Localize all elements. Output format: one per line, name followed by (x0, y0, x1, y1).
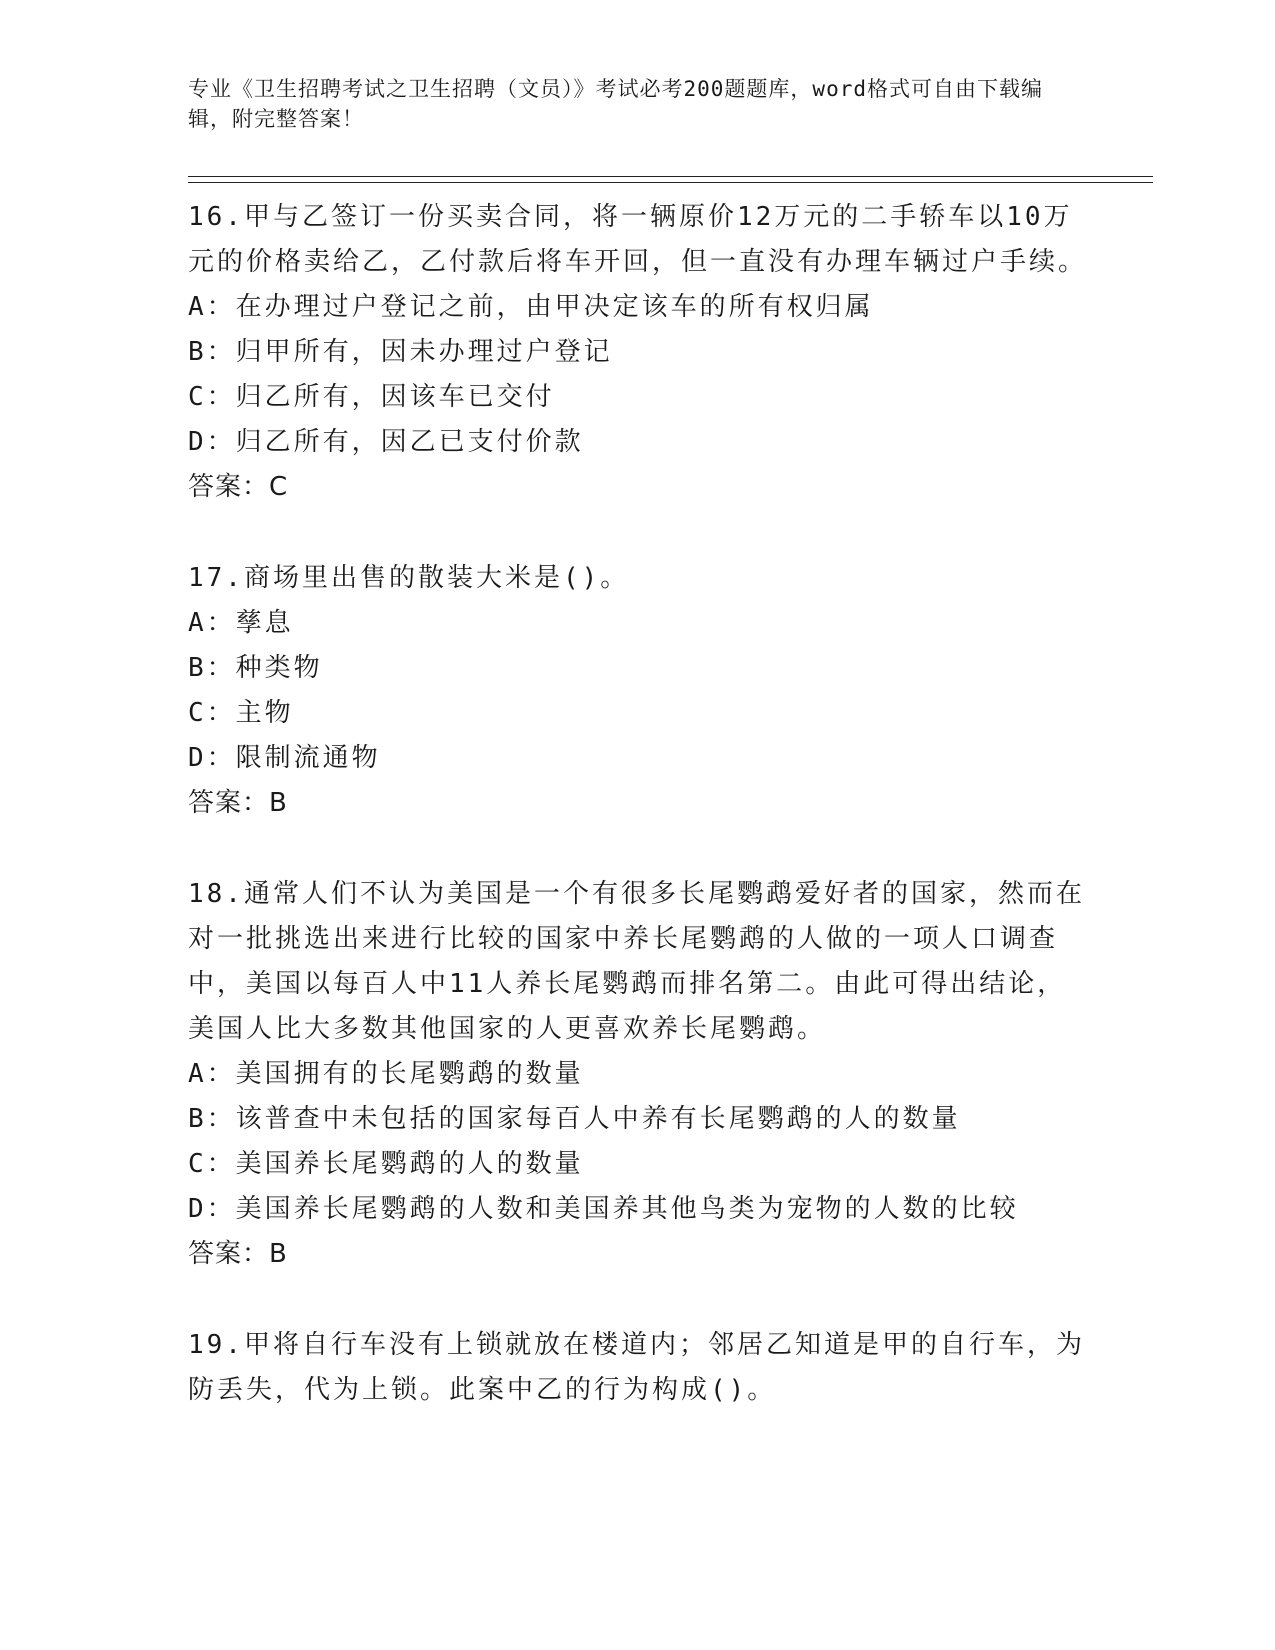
question-19 (188, 1323, 1088, 1413)
question-list (188, 195, 1088, 1413)
option-b: B：种类物 (188, 653, 323, 683)
question-17 (188, 556, 1088, 826)
option-b: B：归甲所有，因未办理过户登记 (188, 337, 613, 367)
document-header: 专业《卫生招聘考试之卫生招聘（文员）》考试必考200题题库，word格式可自由下载编辑，附完整答案！ (188, 77, 1043, 131)
question-18 (188, 872, 1088, 1277)
option-c: C：美国养长尾鹦鹉的人的数量 (188, 1149, 584, 1179)
option-c: C：主物 (188, 698, 294, 728)
option-d: D：限制流通物 (188, 743, 381, 773)
option-b: B：该普查中未包括的国家每百人中养有长尾鹦鹉的人的数量 (188, 1104, 961, 1134)
option-a: A：在办理过户登记之前，由甲决定该车的所有权归属 (188, 292, 874, 322)
question-stem: 19.甲将自行车没有上锁就放在楼道内；邻居乙知道是甲的自行车，为防丢失，代为上锁。此案中乙的行为构成()。 (188, 1330, 1085, 1405)
question-stem: 18.通常人们不认为美国是一个有很多长尾鹦鹉爱好者的国家，然而在对一批挑选出来进行比较的国家中养长尾鹦鹉的人做的一项人口调查中，美国以每百人中11人养长尾鹦鹉而排名第二。由此可得出结论，美国人比大多数其他国家的人更喜欢养长尾鹦鹉。 (188, 879, 1085, 1044)
option-c: C：归乙所有，因该车已交付 (188, 382, 555, 412)
answer: 答案：C (188, 472, 289, 502)
header-divider-top (188, 176, 1153, 177)
option-a: A：孳息 (188, 608, 294, 638)
answer: 答案：B (188, 788, 288, 818)
option-a: A：美国拥有的长尾鹦鹉的数量 (188, 1059, 584, 1089)
answer: 答案：B (188, 1239, 288, 1269)
option-d: D：归乙所有，因乙已支付价款 (188, 427, 584, 457)
header-divider-bottom (188, 182, 1153, 183)
question-stem: 16.甲与乙签订一份买卖合同，将一辆原价12万元的二手轿车以10万元的价格卖给乙，乙付款后将车开回，但一直没有办理车辆过户手续。 (188, 202, 1088, 277)
question-stem: 17.商场里出售的散装大米是()。 (188, 563, 630, 593)
option-d: D：美国养长尾鹦鹉的人数和美国养其他鸟类为宠物的人数的比较 (188, 1194, 1019, 1224)
question-16 (188, 195, 1088, 510)
